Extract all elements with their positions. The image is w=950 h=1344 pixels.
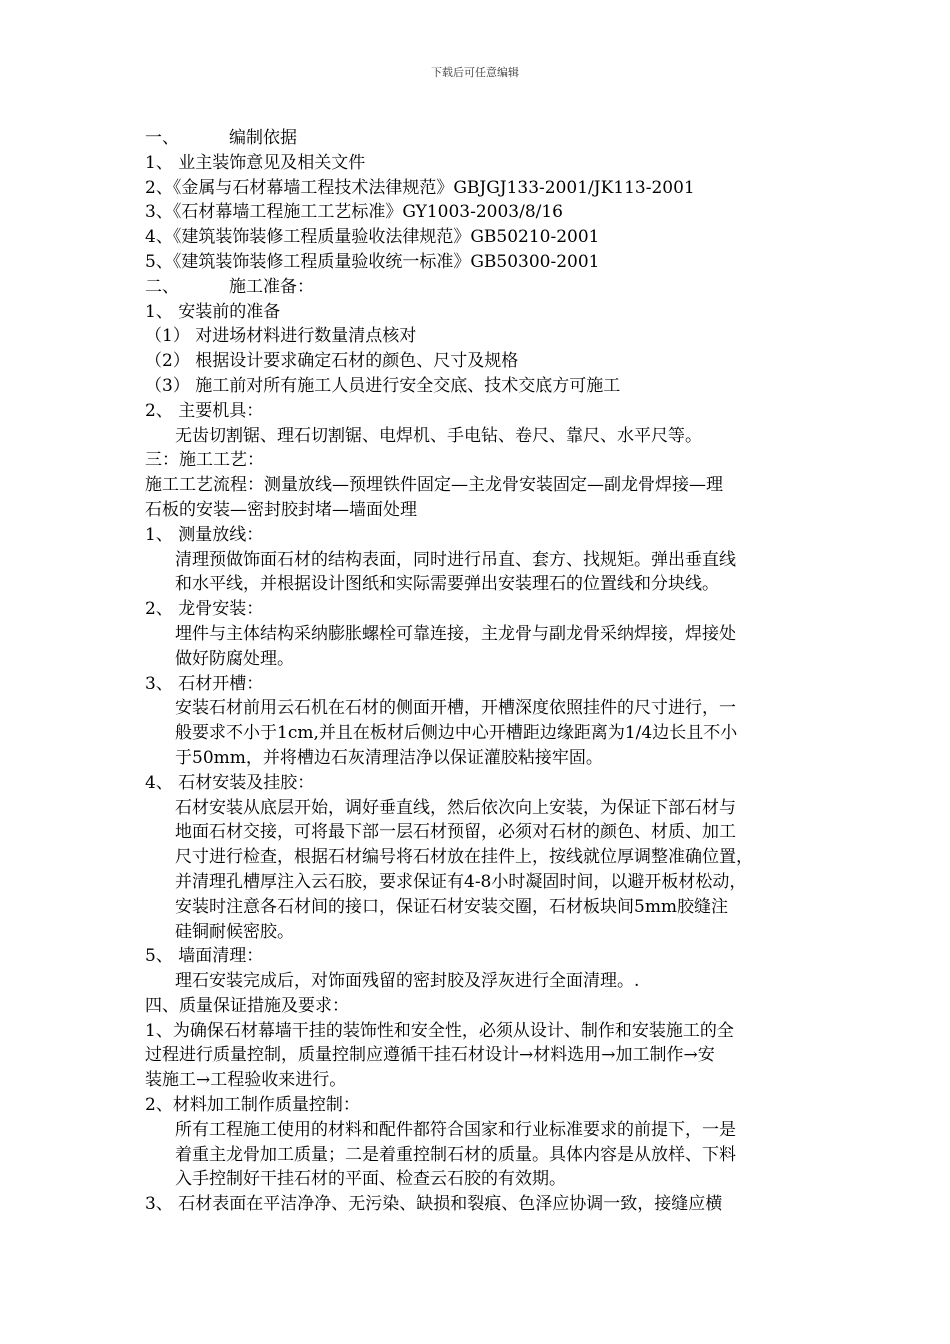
text-line: 理石安装完成后，对饰面残留的密封胶及浮灰进行全面清理。. <box>175 971 640 992</box>
section-heading-2: 二、 施工准备： <box>145 276 314 297</box>
section-heading-4: 四、质量保证措施及要求： <box>145 995 349 1016</box>
text-line: 1、 安装前的准备 <box>145 301 281 322</box>
text-line: 入手控制好干挂石材的平面、检查云石胶的有效期。 <box>175 1169 566 1190</box>
text-line: 清理预做饰面石材的结构表面，同时进行吊直、套方、找规矩。弹出垂直线 <box>175 549 736 570</box>
text-line: 2、 主要机具： <box>145 400 264 421</box>
text-line: 3、《石材幕墙工程施工工艺标准》GY1003-2003/8/16 <box>145 202 563 223</box>
text-line: 并清理孔槽厚注入云石胶，要求保证有4-8小时凝固时间，以避开板材松动， <box>175 871 747 892</box>
text-line: 做好防腐处理。 <box>175 648 294 669</box>
text-line: 施工工艺流程：测量放线—预埋铁件固定—主龙骨安装固定—副龙骨焊接—理 <box>145 475 723 496</box>
text-line: 5、 墙面清理： <box>145 946 264 967</box>
text-line: （1） 对进场材料进行数量清点核对 <box>145 326 417 347</box>
text-line: （2） 根据设计要求确定石材的颜色、尺寸及规格 <box>145 351 519 372</box>
text-line: 石板的安装—密封胶封堵—墙面处理 <box>145 499 417 520</box>
text-line: 般要求不小于1cm,并且在板材后侧边中心开槽距边缘距离为1/4边长且不小 <box>175 723 738 744</box>
text-line: 4、《建筑装饰装修工程质量验收法律规范》GB50210-2001 <box>145 227 600 248</box>
text-line: 1、 测量放线： <box>145 524 264 545</box>
text-line: 和水平线，并根据设计图纸和实际需要弹出安装理石的位置线和分块线。 <box>175 574 719 595</box>
text-line: 2、材料加工制作质量控制： <box>145 1095 360 1116</box>
text-line: 1、 业主装饰意见及相关文件 <box>145 152 366 173</box>
text-line: 过程进行质量控制，质量控制应遵循干挂石材设计→材料选用→加工制作→安 <box>145 1045 715 1066</box>
text-line: 2、 龙骨安装： <box>145 599 264 620</box>
text-line: 2、《金属与石材幕墙工程技术法律规范》GBJGJ133-2001/JK113-2001 <box>145 177 695 198</box>
text-line: 装施工→工程验收来进行。 <box>145 1070 347 1091</box>
text-line: 于50mm，并将槽边石灰清理洁净以保证灌胶粘接牢固。 <box>175 747 603 768</box>
text-line: （3） 施工前对所有施工人员进行安全交底、技术交底方可施工 <box>145 375 621 396</box>
text-line: 无齿切割锯、理石切割锯、电焊机、手电钻、卷尺、靠尺、水平尺等。 <box>175 425 702 446</box>
text-line: 安装时注意各石材间的接口，保证石材安装交圈，石材板块间5mm胶缝注 <box>175 896 729 917</box>
text-line: 埋件与主体结构采纳膨胀螺栓可靠连接，主龙骨与副龙骨采纳焊接，焊接处 <box>175 623 736 644</box>
section-heading-1: 一、 编制依据 <box>145 128 297 148</box>
page-header: 下载后可任意编辑 <box>431 66 519 79</box>
text-line: 硅铜耐候密胶。 <box>175 921 294 942</box>
text-line: 3、 石材表面在平洁净净、无污染、缺损和裂痕、色泽应协调一致，接缝应横 <box>145 1194 723 1215</box>
text-line: 地面石材交接，可将最下部一层石材预留，必须对石材的颜色、材质、加工 <box>175 822 736 843</box>
document-body <box>145 126 815 1217</box>
text-line: 安装石材前用云石机在石材的侧面开槽，开槽深度依照挂件的尺寸进行，一 <box>175 698 736 719</box>
text-line: 1、为确保石材幕墙干挂的装饰性和安全性，必须从设计、制作和安装施工的全 <box>145 1020 734 1041</box>
text-line: 所有工程施工使用的材料和配件都符合国家和行业标准要求的前提下，一是 <box>175 1119 736 1140</box>
section-heading-3: 三：施工工艺： <box>145 450 264 471</box>
text-line: 尺寸进行检查，根据石材编号将石材放在挂件上，按线就位厚调整准确位置， <box>175 847 753 868</box>
text-line: 4、 石材安装及挂胶： <box>145 772 315 793</box>
text-line: 石材安装从底层开始，调好垂直线，然后依次向上安装，为保证下部石材与 <box>175 797 736 818</box>
text-line: 3、 石材开槽： <box>145 673 264 694</box>
text-line: 5、《建筑装饰装修工程质量验收统一标准》GB50300-2001 <box>145 251 600 272</box>
text-line: 着重主龙骨加工质量；二是着重控制石材的质量。具体内容是从放样、下料 <box>175 1144 736 1165</box>
